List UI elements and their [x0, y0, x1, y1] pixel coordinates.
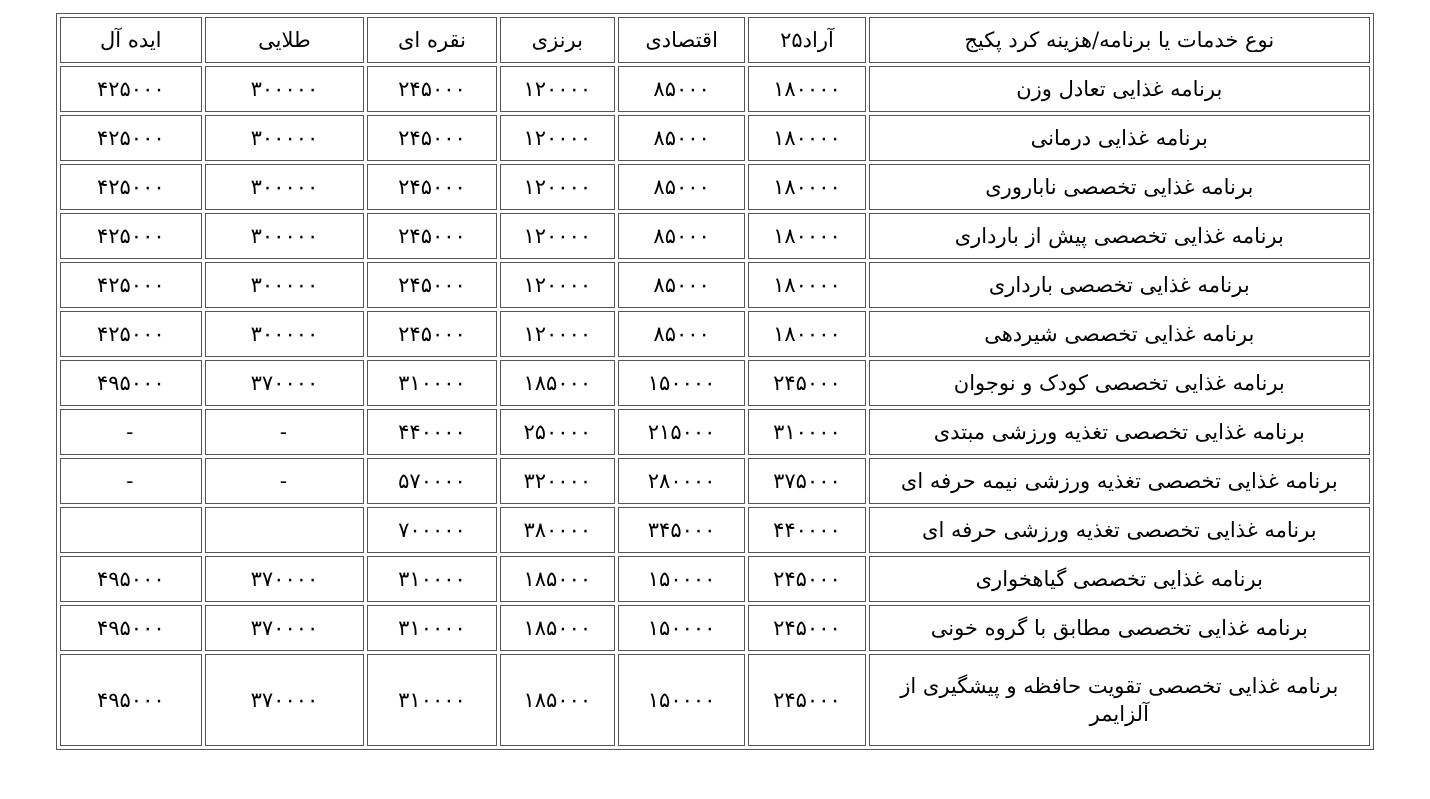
price-cell-bronze: ۱۲۰۰۰۰ [500, 262, 615, 308]
price-cell-bronze: ۳۸۰۰۰۰ [500, 507, 615, 553]
price-cell-bronze: ۱۲۰۰۰۰ [500, 164, 615, 210]
header-silver: نقره ای [367, 17, 496, 63]
table-row [60, 409, 1370, 455]
price-cell-economy: ۸۵۰۰۰ [618, 115, 745, 161]
service-name-cell: برنامه غذایی تخصصی مطابق با گروه خونی [869, 605, 1370, 651]
price-cell-bronze: ۱۲۰۰۰۰ [500, 311, 615, 357]
header-ideal: ایده آل [60, 17, 202, 63]
price-cell-silver: ۲۴۵۰۰۰ [367, 311, 496, 357]
price-cell-arad25: ۱۸۰۰۰۰ [748, 213, 865, 259]
price-cell-economy: ۸۵۰۰۰ [618, 311, 745, 357]
price-cell-bronze: ۱۸۵۰۰۰ [500, 360, 615, 406]
price-cell-gold: - [205, 458, 365, 504]
price-cell-economy: ۱۵۰۰۰۰ [618, 654, 745, 746]
price-cell-bronze: ۳۲۰۰۰۰ [500, 458, 615, 504]
price-cell-arad25: ۳۱۰۰۰۰ [748, 409, 865, 455]
service-name-cell: برنامه غذایی تعادل وزن [869, 66, 1370, 112]
pricing-table [56, 13, 1374, 750]
price-cell-arad25: ۱۸۰۰۰۰ [748, 164, 865, 210]
price-cell-ideal: ۴۲۵۰۰۰ [60, 213, 202, 259]
service-name-cell: برنامه غذایی تخصصی گیاهخواری [869, 556, 1370, 602]
price-cell-gold: - [205, 409, 365, 455]
price-cell-ideal: ۴۲۵۰۰۰ [60, 115, 202, 161]
price-cell-gold: ۳۰۰۰۰۰ [205, 164, 365, 210]
price-cell-gold: ۳۰۰۰۰۰ [205, 311, 365, 357]
price-cell-economy: ۳۴۵۰۰۰ [618, 507, 745, 553]
price-cell-arad25: ۱۸۰۰۰۰ [748, 66, 865, 112]
price-cell-economy: ۸۵۰۰۰ [618, 66, 745, 112]
price-cell-ideal: ۴۲۵۰۰۰ [60, 311, 202, 357]
service-name-cell: برنامه غذایی تخصصی ناباروری [869, 164, 1370, 210]
price-cell-ideal: - [60, 458, 202, 504]
pricing-table-container [56, 13, 1374, 750]
price-cell-silver: ۲۴۵۰۰۰ [367, 213, 496, 259]
service-name-cell: برنامه غذایی تخصصی بارداری [869, 262, 1370, 308]
table-body [60, 66, 1370, 746]
price-cell-economy: ۸۵۰۰۰ [618, 213, 745, 259]
header-service-type: نوع خدمات یا برنامه/هزینه کرد پکیج [869, 17, 1370, 63]
price-cell-arad25: ۳۷۵۰۰۰ [748, 458, 865, 504]
price-cell-silver: ۴۴۰۰۰۰ [367, 409, 496, 455]
price-cell-silver: ۳۱۰۰۰۰ [367, 654, 496, 746]
price-cell-gold: ۳۰۰۰۰۰ [205, 66, 365, 112]
price-cell-arad25: ۱۸۰۰۰۰ [748, 115, 865, 161]
price-cell-economy: ۱۵۰۰۰۰ [618, 605, 745, 651]
price-cell-arad25: ۴۴۰۰۰۰ [748, 507, 865, 553]
price-cell-silver: ۲۴۵۰۰۰ [367, 115, 496, 161]
price-cell-ideal [60, 507, 202, 553]
table-row [60, 507, 1370, 553]
price-cell-silver: ۵۷۰۰۰۰ [367, 458, 496, 504]
table-row [60, 311, 1370, 357]
price-cell-silver: ۳۱۰۰۰۰ [367, 360, 496, 406]
table-row [60, 605, 1370, 651]
price-cell-ideal: ۴۹۵۰۰۰ [60, 605, 202, 651]
table-header-row [60, 17, 1370, 63]
price-cell-gold: ۳۰۰۰۰۰ [205, 115, 365, 161]
price-cell-gold: ۳۰۰۰۰۰ [205, 213, 365, 259]
table-row [60, 458, 1370, 504]
table-row [60, 164, 1370, 210]
price-cell-gold: ۳۰۰۰۰۰ [205, 262, 365, 308]
price-cell-arad25: ۱۸۰۰۰۰ [748, 311, 865, 357]
price-cell-arad25: ۲۴۵۰۰۰ [748, 654, 865, 746]
table-row [60, 556, 1370, 602]
price-cell-ideal: ۴۹۵۰۰۰ [60, 654, 202, 746]
price-cell-bronze: ۱۸۵۰۰۰ [500, 654, 615, 746]
price-cell-silver: ۷۰۰۰۰۰ [367, 507, 496, 553]
price-cell-gold: ۳۷۰۰۰۰ [205, 556, 365, 602]
service-name-cell: برنامه غذایی تخصصی تغذیه ورزشی نیمه حرفه ای [869, 458, 1370, 504]
service-name-cell: برنامه غذایی تخصصی شیردهی [869, 311, 1370, 357]
price-cell-bronze: ۱۲۰۰۰۰ [500, 115, 615, 161]
price-cell-gold: ۳۷۰۰۰۰ [205, 605, 365, 651]
price-cell-bronze: ۱۲۰۰۰۰ [500, 66, 615, 112]
price-cell-bronze: ۱۲۰۰۰۰ [500, 213, 615, 259]
price-cell-bronze: ۱۸۵۰۰۰ [500, 605, 615, 651]
price-cell-silver: ۲۴۵۰۰۰ [367, 164, 496, 210]
price-cell-silver: ۳۱۰۰۰۰ [367, 605, 496, 651]
price-cell-ideal: ۴۹۵۰۰۰ [60, 360, 202, 406]
price-cell-gold: ۳۷۰۰۰۰ [205, 654, 365, 746]
price-cell-silver: ۲۴۵۰۰۰ [367, 66, 496, 112]
header-bronze: برنزی [500, 17, 615, 63]
table-row [60, 115, 1370, 161]
price-cell-bronze: ۱۸۵۰۰۰ [500, 556, 615, 602]
price-cell-economy: ۱۵۰۰۰۰ [618, 556, 745, 602]
service-name-cell: برنامه غذایی درمانی [869, 115, 1370, 161]
price-cell-ideal: ۴۲۵۰۰۰ [60, 262, 202, 308]
price-cell-economy: ۸۵۰۰۰ [618, 164, 745, 210]
service-name-cell: برنامه غذایی تخصصی تغذیه ورزشی حرفه ای [869, 507, 1370, 553]
price-cell-ideal: ۴۲۵۰۰۰ [60, 164, 202, 210]
price-cell-arad25: ۲۴۵۰۰۰ [748, 556, 865, 602]
table-row [60, 262, 1370, 308]
price-cell-gold [205, 507, 365, 553]
price-cell-gold: ۳۷۰۰۰۰ [205, 360, 365, 406]
price-cell-economy: ۲۸۰۰۰۰ [618, 458, 745, 504]
table-row [60, 360, 1370, 406]
price-cell-economy: ۸۵۰۰۰ [618, 262, 745, 308]
price-cell-arad25: ۲۴۵۰۰۰ [748, 360, 865, 406]
table-row [60, 654, 1370, 746]
header-arad25: آراد۲۵ [748, 17, 865, 63]
price-cell-economy: ۱۵۰۰۰۰ [618, 360, 745, 406]
price-cell-economy: ۲۱۵۰۰۰ [618, 409, 745, 455]
header-gold: طلایی [205, 17, 365, 63]
table-row [60, 213, 1370, 259]
price-cell-bronze: ۲۵۰۰۰۰ [500, 409, 615, 455]
price-cell-ideal: ۴۲۵۰۰۰ [60, 66, 202, 112]
price-cell-ideal: ۴۹۵۰۰۰ [60, 556, 202, 602]
price-cell-silver: ۲۴۵۰۰۰ [367, 262, 496, 308]
service-name-cell: برنامه غذایی تخصصی تغذیه ورزشی مبتدی [869, 409, 1370, 455]
service-name-cell: برنامه غذایی تخصصی تقویت حافظه و پیشگیری از آلزایمر [869, 654, 1370, 746]
price-cell-arad25: ۲۴۵۰۰۰ [748, 605, 865, 651]
price-cell-ideal: - [60, 409, 202, 455]
header-economy: اقتصادی [618, 17, 745, 63]
price-cell-arad25: ۱۸۰۰۰۰ [748, 262, 865, 308]
table-row [60, 66, 1370, 112]
price-cell-silver: ۳۱۰۰۰۰ [367, 556, 496, 602]
service-name-cell: برنامه غذایی تخصصی پیش از بارداری [869, 213, 1370, 259]
service-name-cell: برنامه غذایی تخصصی کودک و نوجوان [869, 360, 1370, 406]
